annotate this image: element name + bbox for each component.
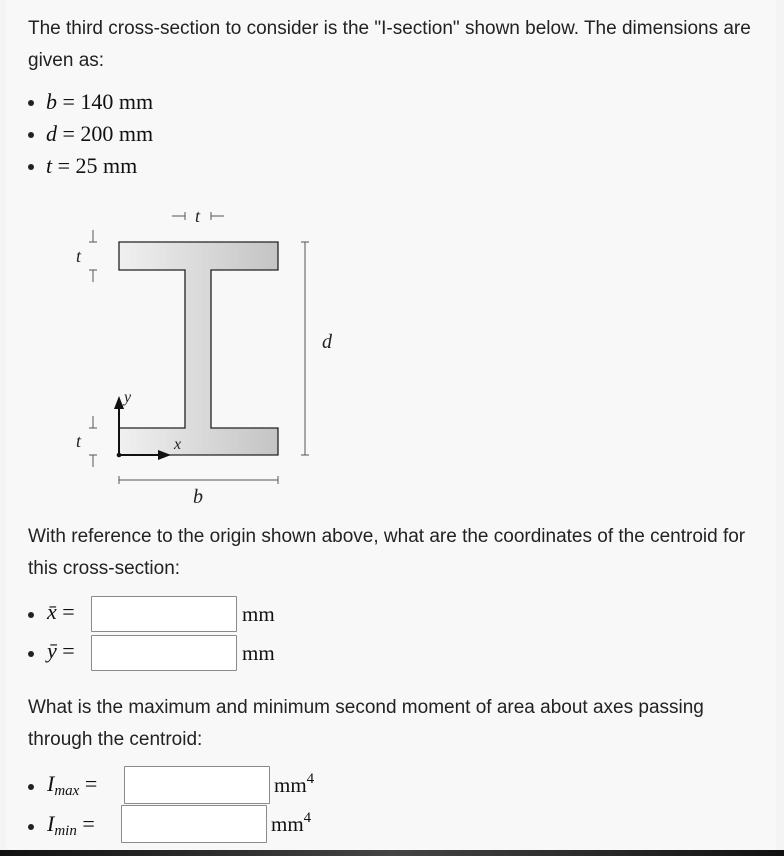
y-arrow-head: [114, 396, 124, 409]
intro-text: The third cross-section to consider is the "I-section" shown below. The dimensions are given as:: [28, 18, 751, 71]
label-t-left-top: t: [76, 246, 82, 266]
ybar-unit: mm: [242, 641, 275, 665]
label-y: y: [124, 389, 132, 406]
xbar-label: x̄ =: [47, 599, 75, 624]
label-x: x: [174, 436, 182, 453]
bullet: [28, 164, 34, 170]
ybar-input[interactable]: [91, 635, 237, 671]
bullet: [28, 784, 34, 790]
bullet: [28, 612, 34, 618]
label-d: d: [322, 331, 332, 353]
dimension-t: t = 25 mm: [46, 153, 138, 178]
i-section-figure: [0, 190, 400, 520]
dimension-d: d = 200 mm: [46, 121, 154, 146]
dimension-b: b = 140 mm: [46, 89, 154, 114]
xbar-input[interactable]: [91, 596, 237, 632]
centroid-question: With reference to the origin shown above, what are the coordinates of the centroid for this cross-section:: [28, 526, 746, 579]
bullet: [28, 651, 34, 657]
imax-unit: $mm^4$: [274, 771, 315, 797]
i-section-shape: [119, 242, 278, 455]
imax-input[interactable]: [124, 766, 270, 804]
label-t-top: t: [195, 206, 201, 226]
bottom-bar: [0, 850, 784, 856]
imin-unit: $mm^4$: [271, 810, 312, 836]
moment-question: What is the maximum and minimum second moment of area about axes passing through the centroid:: [28, 697, 704, 750]
xbar-unit: mm: [242, 602, 275, 626]
imin-label: Imin =: [47, 811, 95, 839]
imin-input[interactable]: [121, 805, 267, 843]
label-b: b: [193, 486, 203, 508]
ybar-label: ȳ =: [47, 638, 75, 663]
label-t-left-bottom: t: [76, 431, 82, 451]
bullet: [28, 100, 34, 106]
bullet: [28, 132, 34, 138]
imax-label: Imax =: [47, 771, 98, 799]
bullet: [28, 824, 34, 830]
